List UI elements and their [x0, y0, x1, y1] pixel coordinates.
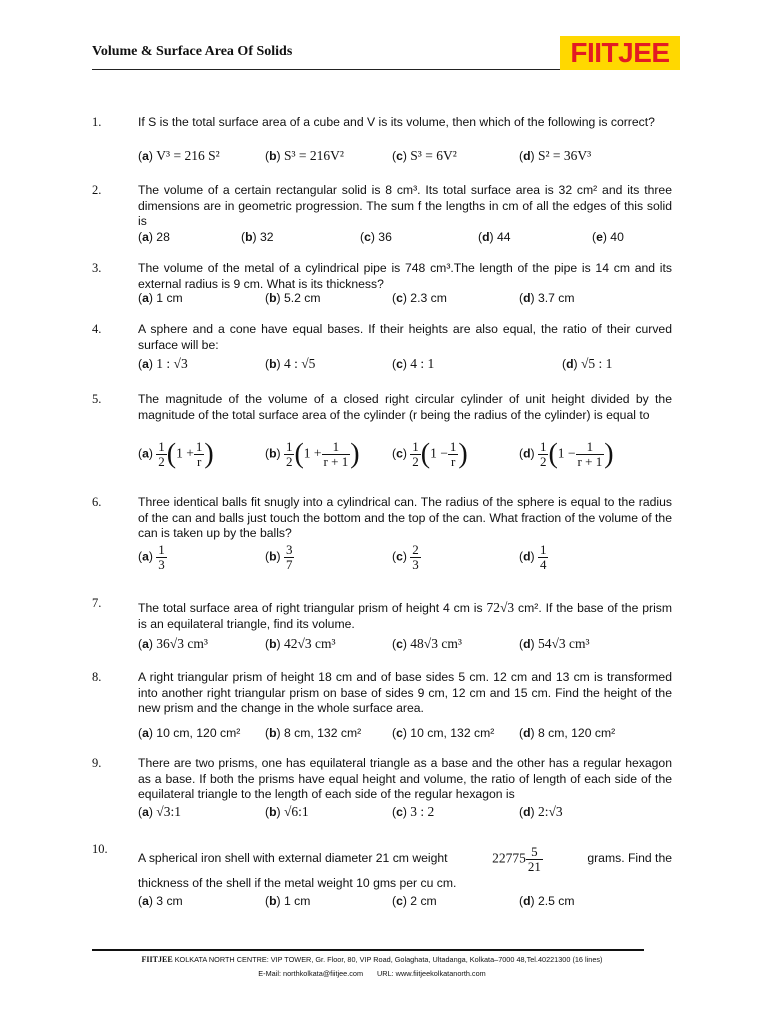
options-row — [138, 356, 672, 376]
option-b: (b) 42√3 cm³ — [265, 636, 336, 651]
question-text: The volume of a certain rectangular solid is 8 cm³. Its total surface area is 32 cm² and its three dimensions are in geometric progression. The sum f the lengths in cm of all the edges of this solid is — [138, 183, 672, 228]
option-a: (a) 1 : √3 — [138, 356, 188, 371]
option-a: (a) $\frac{1}{3}$ — [138, 542, 165, 572]
option-b: (b) 1 cm — [265, 894, 311, 908]
option-b: (b) 32 — [241, 230, 274, 244]
option-b: (b) $\frac{1}{2}$ (1 + $\frac{1}{r + 1}$ ) — [265, 438, 360, 470]
question-text: A right triangular prism of height 18 cm and of base sides 5 cm. 12 cm and 13 cm is transformed into another right triangular prism on base of sides 9 cm, 12 cm and 15 cm. Find the height of the new prism and the change in the whole surface area. — [138, 670, 672, 715]
footer-divider — [92, 949, 644, 951]
footer-url[interactable]: URL: www.fiitjeekolkatanorth.com — [377, 969, 486, 978]
options-row — [138, 440, 672, 476]
question-number: 6. — [92, 495, 102, 509]
question-number: 9. — [92, 756, 102, 770]
question-number: 7. — [92, 596, 102, 610]
option-a: (a) V³ = 216 S² — [138, 148, 220, 163]
question-text: The magnitude of the volume of a closed right circular cylinder of unit height divided by the magnitude of the total surface area of the cylinder (r being the radius of the cylinder) is equal to — [138, 392, 672, 422]
option-b: (b) √6:1 — [265, 804, 309, 819]
option-d: (d) √5 : 1 — [562, 356, 613, 371]
option-c: (c) 10 cm, 132 cm² — [392, 726, 495, 740]
question-number: 3. — [92, 261, 102, 275]
options-row — [138, 726, 672, 746]
fiitjee-logo — [560, 36, 680, 70]
option-a: (a) 1 cm — [138, 291, 183, 305]
question-text: If S is the total surface area of a cube and V is its volume, then which of the following is correct? — [138, 115, 655, 129]
option-a: (a) 36√3 cm³ — [138, 636, 208, 651]
option-c: (c) 4 : 1 — [392, 356, 435, 371]
question-text: Three identical balls fit snugly into a cylindrical can. The radius of the sphere is equal to the radius of the can and balls just touch the bottom and the top of the can. What fraction of the volume of the can is taken up by the balls? — [138, 495, 672, 540]
question-number: 2. — [92, 183, 102, 197]
option-d: (d) 44 — [478, 230, 511, 244]
option-a: (a) $\frac{1}{2}$ (1 + $\frac{1}{r}$ ) — [138, 438, 214, 470]
options-row — [138, 148, 672, 168]
options-row — [138, 636, 672, 656]
options-row — [138, 291, 672, 311]
footer-address — [92, 955, 652, 964]
option-e: (e) 40 — [592, 230, 624, 244]
question-text: The volume of the metal of a cylindrical pipe is 748 cm³.The length of the pipe is 14 cm and its external radius is 9 cm. What is its thickness? — [138, 261, 672, 291]
option-c: (c) $\frac{2}{3}$ — [392, 542, 419, 572]
option-b: (b) S³ = 216V² — [265, 148, 344, 163]
question-text: A spherical iron shell with external diameter 21 cm weight 22775 $\frac{5}{21}$ grams. Find the thickness of the shell if the metal weight 10 gms per cu cm. — [138, 843, 672, 890]
page-title: Volume & Surface Area Of Solids — [92, 44, 293, 59]
inline-math: 72√3 — [486, 600, 515, 615]
footer-contact — [92, 969, 652, 978]
option-d: (d) $\frac{1}{2}$ (1 − $\frac{1}{r + 1}$ ) — [519, 438, 614, 470]
option-b: (b) 4 : √5 — [265, 356, 316, 371]
options-row — [138, 804, 672, 824]
footer-brand: FIITJEE — [141, 955, 173, 964]
mixed-fraction: 22775 $\frac{5}{21}$ — [492, 843, 541, 874]
option-c: (c) 48√3 cm³ — [392, 636, 462, 651]
question-number: 1. — [92, 115, 102, 129]
option-d: (d) $\frac{1}{4}$ — [519, 542, 547, 572]
option-b: (b) 5.2 cm — [265, 291, 321, 305]
option-b: (b) $\frac{3}{7}$ — [265, 542, 293, 572]
option-d: (d) 2:√3 — [519, 804, 563, 819]
option-c: (c) S³ = 6V² — [392, 148, 457, 163]
option-d: (d) S² = 36V³ — [519, 148, 592, 163]
options-row — [138, 543, 672, 579]
question-number: 5. — [92, 392, 102, 406]
options-row — [138, 894, 672, 914]
option-c: (c) $\frac{1}{2}$ (1 − $\frac{1}{r}$ ) — [392, 438, 468, 470]
option-c: (c) 2.3 cm — [392, 291, 447, 305]
option-a: (a) 28 — [138, 230, 170, 244]
options-row — [138, 230, 672, 250]
logo-text: FIITJEE — [570, 37, 670, 68]
option-c: (c) 2 cm — [392, 894, 437, 908]
option-c: (c) 36 — [360, 230, 392, 244]
option-a: (a) 3 cm — [138, 894, 183, 908]
option-b: (b) 8 cm, 132 cm² — [265, 726, 362, 740]
question-text: There are two prisms, one has equilateral triangle as a base and the other has a regular hexagon as a base. If both the prisms have equal height and volume, the ratio of length of each side of the equilateral triangle to the length of each side of the regular hexagon is — [138, 756, 672, 801]
question-number: 4. — [92, 322, 102, 336]
question-number: 10. — [92, 842, 108, 856]
option-a: (a) √3:1 — [138, 804, 181, 819]
option-d: (d) 54√3 cm³ — [519, 636, 590, 651]
option-c: (c) 3 : 2 — [392, 804, 435, 819]
header-divider — [92, 69, 560, 70]
option-d: (d) 8 cm, 120 cm² — [519, 726, 616, 740]
option-d: (d) 2.5 cm — [519, 894, 575, 908]
option-a: (a) 10 cm, 120 cm² — [138, 726, 241, 740]
question-number: 8. — [92, 670, 102, 684]
question-text: A sphere and a cone have equal bases. If their heights are also equal, the ratio of their curved surface will be: — [138, 322, 672, 352]
question-text: The total surface area of right triangular prism of height 4 cm is 72√3 cm². If the base of the prism is an equilateral triangle, find its volume. — [138, 600, 673, 631]
footer-email[interactable]: E-Mail: northkolkata@fiitjee.com — [258, 969, 364, 978]
footer-address-text: KOLKATA NORTH CENTRE: VIP TOWER, Gr. Floor, 80, VIP Road, Golaghata, Ultadanga, Kolkata–7000 48,Tel.40221300 (16 lines) — [174, 955, 603, 964]
option-d: (d) 3.7 cm — [519, 291, 575, 305]
